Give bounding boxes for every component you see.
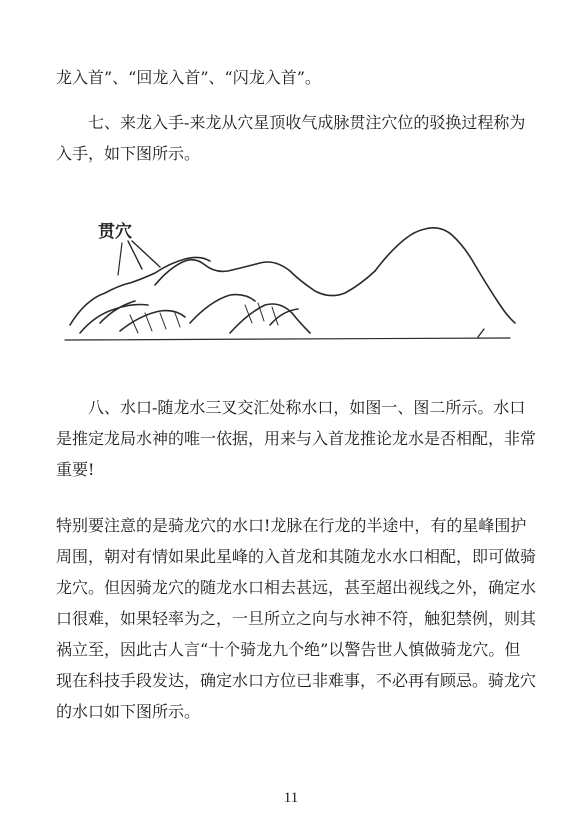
- pointer-line: [132, 241, 160, 267]
- pointer-line: [128, 241, 142, 269]
- main-peak: [375, 228, 515, 323]
- text-line: 特别要注意的是骑龙穴的水口!龙脉在行龙的半途中，有的星峰围护: [56, 516, 527, 535]
- text-line: 七、来龙入手-来龙从穴星顶收气成脉贯注穴位的驳换过程称为: [88, 113, 526, 132]
- text-line: 八、水口-随龙水三叉交汇处称水口，如图一、图二所示。水口: [88, 398, 526, 417]
- text-line: 现在科技手段发达，确定水口方位已非难事，不必再有顾忌。骑龙穴: [56, 671, 537, 690]
- text-line: 的水口如下图所示。: [56, 702, 201, 721]
- text-line: 重要!: [56, 460, 95, 479]
- text-line: 是推定龙局水神的唯一依据，用来与入首龙推论龙水是否相配，非常: [56, 429, 537, 448]
- center-ridge: [155, 260, 375, 296]
- text-line: 龙入首”、“回龙入首”、“闪龙入首”。: [56, 68, 321, 87]
- left-ridge: [70, 257, 210, 325]
- ground-line: [65, 338, 510, 340]
- mountain-sketch-figure: [60, 205, 525, 345]
- text-line: 龙穴。但因骑龙穴的随龙水口相去甚远，甚至超出视线之外，确定水: [56, 578, 537, 597]
- text-line: 入手，如下图所示。: [56, 144, 201, 163]
- text-line: 祸立至，因此古人言“十个骑龙九个绝”以警告世人慎做骑龙穴。但: [56, 640, 521, 659]
- text-line: 周围，朝对有情如果此星峰的入首龙和其随龙水水口相配，即可做骑: [56, 547, 537, 566]
- text-line: 口很难，如果轻率为之，一旦所立之向与水神不符，触犯禁例，则其: [56, 609, 537, 628]
- page-number: 11: [283, 790, 299, 806]
- figure-label: 贯穴: [98, 222, 132, 242]
